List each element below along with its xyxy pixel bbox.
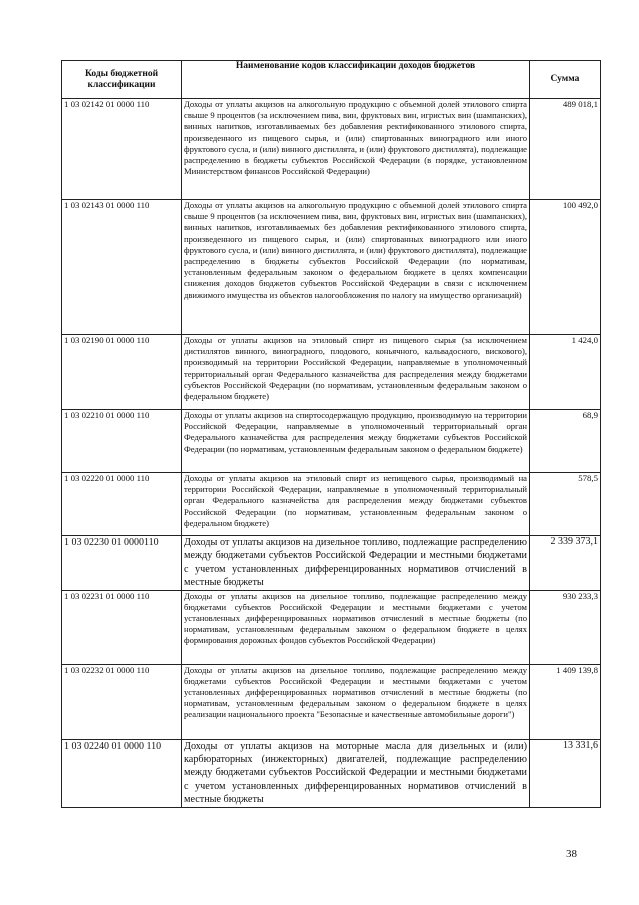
table-row [62,739,601,807]
row-description: Доходы от уплаты акцизов на алкогольную продукцию с объемной долей этилового спирта свыше 9 процентов (за исключением пива, вин, фруктовых вин, игристых вин (шампанских), винных напитков, изготавливаемых без добавления ректификованного этилового спирта, произведенного из пищевого сырья, и (или) спиртованных виноградного или иного фруктового сусла, и (или) винного дистиллята, и (или) фруктового дистиллята), подлежащие распределению в бюджеты субъектов Российской Федерации (по нормативам, установленным федеральным законом о федеральном бюджете в целях компенсации снижения доходов бюджетов субъектов Российской Федерации в связи с исключением движимого имущества из объектов налогообложения по налогу на имущество организаций) [182,200,530,335]
header-name: Наименование кодов классификации доходов бюджетов [182,61,530,99]
table-row [62,664,601,739]
table-row [62,590,601,664]
row-code: 1 03 02230 01 0000110 [62,536,182,591]
row-sum: 578,5 [530,473,601,536]
row-description: Доходы от уплаты акцизов на дизельное топливо, подлежащие распределению между бюджетами субъектов Российской Федерации и местными бюджетами с учетом установленных дифференцированных нормативов отчислений в местные бюджеты (по нормативам, установленным федеральным законом о федеральном бюджете в целях реализации национального проекта "Безопасные и качественные автомобильные дороги") [182,664,530,739]
row-sum: 1 409 139,8 [530,664,601,739]
row-description: Доходы от уплаты акцизов на этиловый спирт из пищевого сырья (за исключением дистиллятов винного, виноградного, плодового, коньячного, кальвадосного, вискового), производимый на территории Российской Федерации, направляемые в уполномоченный территориальный орган Федерального казначейства для распределения между бюджетами субъектов Российской Федерации (по нормативам, установленным федеральным законом о федеральном бюджете) [182,335,530,410]
header-sum: Сумма [530,61,601,99]
row-description: Доходы от уплаты акцизов на моторные масла для дизельных и (или) карбюраторных (инжекторных) двигателей, подлежащие распределению между бюджетами субъектов Российской Федерации и местными бюджетами с учетом установленных дифференцированных нормативов отчислений в местные бюджеты [182,739,530,807]
row-sum: 489 018,1 [530,99,601,200]
row-sum: 13 331,6 [530,739,601,807]
row-code: 1 03 02240 01 0000 110 [62,739,182,807]
row-sum: 2 339 373,1 [530,536,601,591]
row-sum: 1 424,0 [530,335,601,410]
row-description: Доходы от уплаты акцизов на дизельное топливо, подлежащие распределению между бюджетами субъектов Российской Федерации и местными бюджетами с учетом установленных дифференцированных нормативов отчислений в местные бюджеты [182,536,530,591]
row-description: Доходы от уплаты акцизов на этиловый спирт из непищевого сырья, производимый на территории Российской Федерации, направляемые в уполномоченный территориальный орган Федерального казначейства для распределения между бюджетами субъектов Российской Федерации (по нормативам, установленным федеральным законом о федеральном бюджете) [182,473,530,536]
table-row [62,536,601,591]
row-code: 1 03 02232 01 0000 110 [62,664,182,739]
row-sum: 930 233,3 [530,590,601,664]
row-description: Доходы от уплаты акцизов на спиртосодержащую продукцию, производимую на территории Российской Федерации, направляемые в уполномоченный территориальный орган Федерального казначейства для распределения между бюджетами субъектов Российской Федерации (по нормативам, установленным федеральным законом о федеральном бюджете) [182,410,530,473]
table-row [62,410,601,473]
row-code: 1 03 02220 01 0000 110 [62,473,182,536]
table-row [62,473,601,536]
row-description: Доходы от уплаты акцизов на дизельное топливо, подлежащие распределению между бюджетами субъектов Российской Федерации и местными бюджетами с учетом установленных дифференцированных нормативов отчислений в местные бюджеты (по нормативам, установленным федеральным законом о федеральном бюджете в целях формирования дорожных фондов субъектов Российской Федерации) [182,590,530,664]
row-code: 1 03 02231 01 0000 110 [62,590,182,664]
header-code: Коды бюджетной классификации [62,61,182,99]
row-sum: 68,9 [530,410,601,473]
page-number: 38 [566,848,577,860]
row-code: 1 03 02190 01 0000 110 [62,335,182,410]
table-header-row [62,61,601,99]
row-code: 1 03 02142 01 0000 110 [62,99,182,200]
row-description: Доходы от уплаты акцизов на алкогольную продукцию с объемной долей этилового спирта свыше 9 процентов (за исключением пива, вин, фруктовых вин, игристых вин (шампанских), винных напитков, изготавливаемых без добавления ректификованного этилового спирта, произведенного из пищевого сырья, и (или) спиртованных виноградного или иного фруктового сусла, и (или) винного дистиллята, и (или) фруктового дистиллята), подлежащие распределению в бюджеты субъектов Российской Федерации (в порядке, установленном Министерством финансов Российской Федерации) [182,99,530,200]
row-sum: 100 492,0 [530,200,601,335]
row-code: 1 03 02143 01 0000 110 [62,200,182,335]
row-code: 1 03 02210 01 0000 110 [62,410,182,473]
table-row [62,99,601,200]
table-row [62,335,601,410]
budget-revenue-table [61,60,601,808]
table-row [62,200,601,335]
